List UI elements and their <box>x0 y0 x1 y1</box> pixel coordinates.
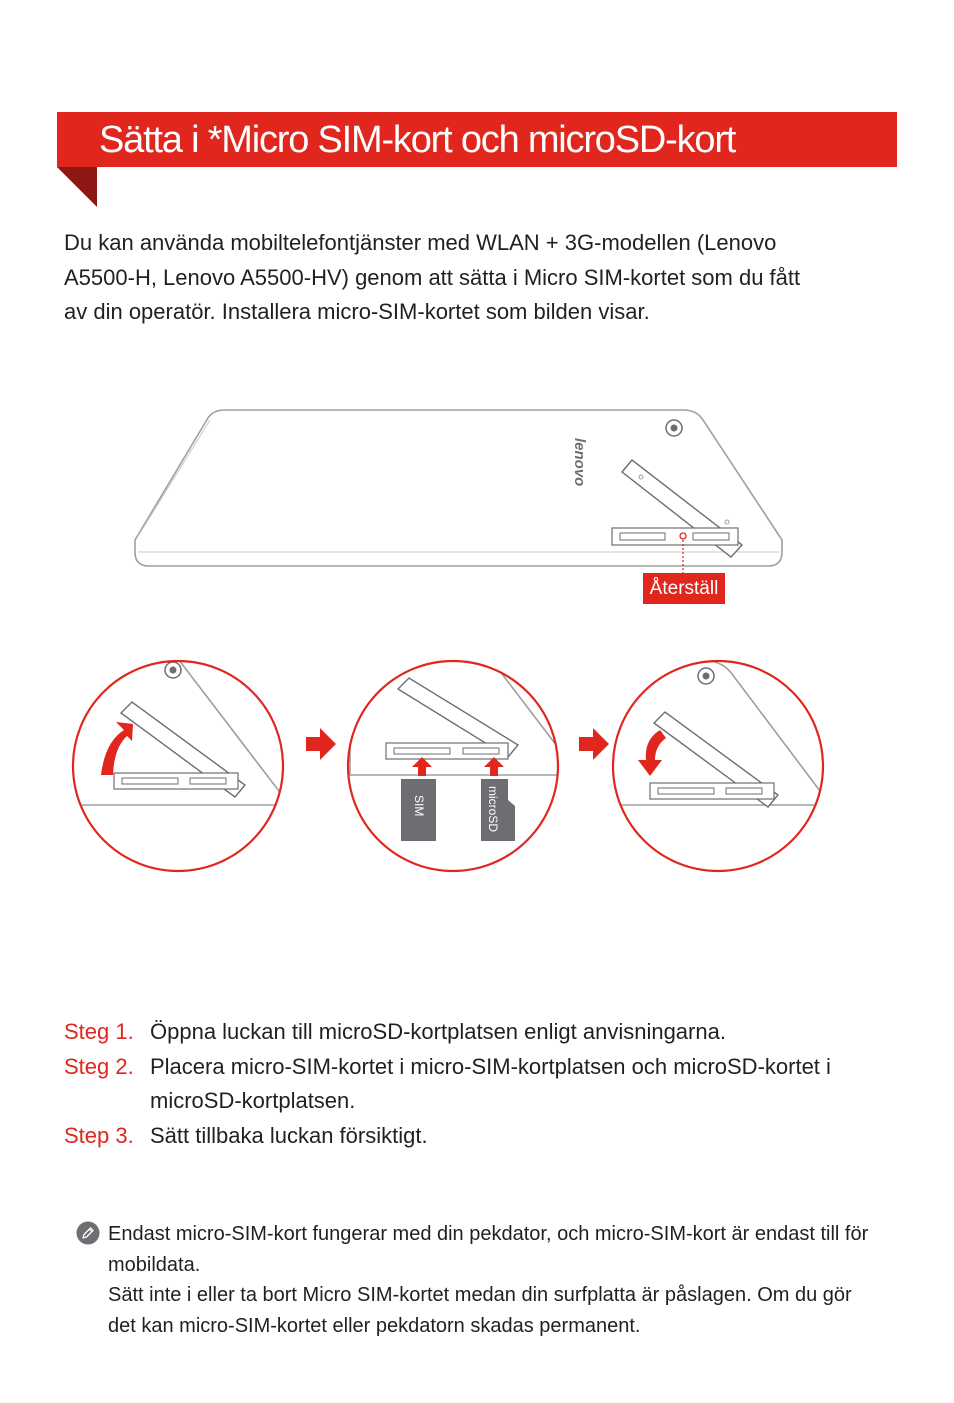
title-banner <box>57 112 897 167</box>
step-item <box>64 1119 884 1154</box>
step3-close-cover-detail <box>610 660 823 871</box>
steps-list <box>64 1015 884 1153</box>
step-item <box>64 1050 884 1119</box>
lenovo-logo: lenovo <box>571 438 588 487</box>
reset-button-label: Återställ <box>643 573 725 604</box>
page-title: Sätta i *Micro SIM-kort och microSD-kort <box>99 119 736 161</box>
tablet-back-illustration <box>135 410 782 573</box>
microsd-card-label: microSD <box>486 786 500 833</box>
note-line: Endast micro-SIM-kort fungerar med din pekdator, och micro-SIM-kort är endast till för mobildata. <box>108 1223 869 1276</box>
step-text: Placera micro-SIM-kortet i micro-SIM-kortplatsen och microSD-kortet i microSD-kortplatsen. <box>150 1053 831 1113</box>
step1-open-cover-detail <box>50 650 283 871</box>
step-number: Steg 2. <box>64 1053 134 1079</box>
next-arrow-icon <box>306 728 336 760</box>
step-item <box>64 1015 884 1050</box>
pencil-icon <box>76 1221 100 1245</box>
step-number: Steg 1. <box>64 1019 134 1044</box>
banner-fold-decoration <box>57 167 99 209</box>
step-text: Öppna luckan till microSD-kortplatsen enligt anvisningarna. <box>150 1019 726 1044</box>
step2-insert-cards-detail <box>348 660 560 871</box>
note-line: Sätt inte i eller ta bort Micro SIM-kortet medan din surfplatta är påslagen. Om du gör det kan micro-SIM-kortet eller pekdatorn skadas permanent. <box>108 1284 852 1337</box>
intro-paragraph: Du kan använda mobiltelefontjänster med WLAN + 3G-modellen (Lenovo A5500-H, Lenovo A5500-HV) genom att sätta i Micro SIM-kortet som du fått av din operatör. Installera micro-SIM-kortet som bilden visar. <box>64 230 801 324</box>
step-text: Sätt tillbaka luckan försiktigt. <box>150 1122 428 1148</box>
next-arrow-icon <box>579 728 609 760</box>
sim-installation-illustration <box>0 380 954 880</box>
sim-card-label: SIM <box>412 795 426 817</box>
step-number: Step 3. <box>64 1122 134 1148</box>
